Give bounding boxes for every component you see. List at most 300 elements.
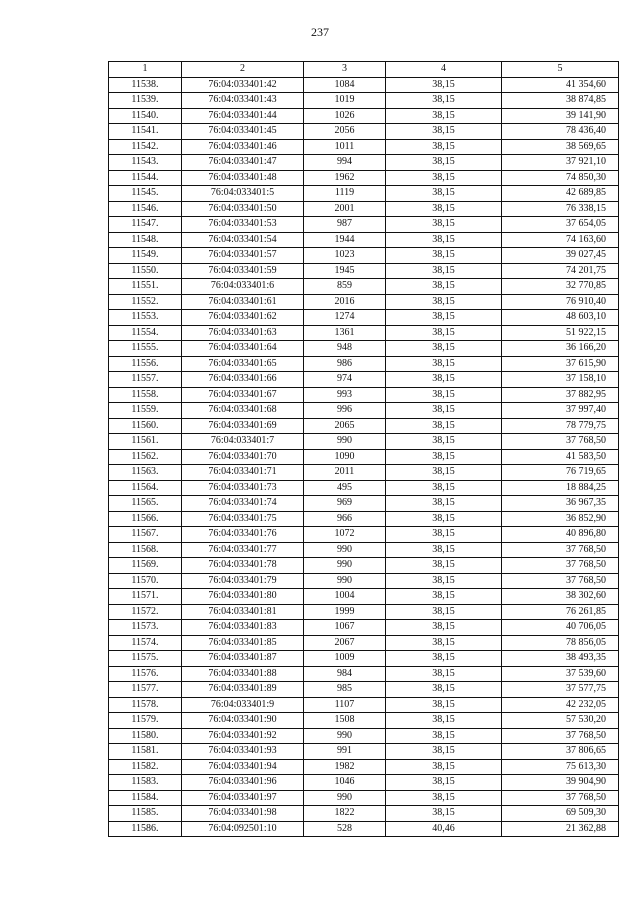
rate-cell: 38,15	[386, 682, 502, 698]
row-number-cell: 11558.	[109, 387, 182, 403]
area-cell: 2065	[304, 418, 386, 434]
row-number-cell: 11568.	[109, 542, 182, 558]
row-number-cell: 11585.	[109, 806, 182, 822]
cadastral-number-cell: 76:04:033401:93	[182, 744, 304, 760]
area-cell: 1067	[304, 620, 386, 636]
column-header: 1	[109, 62, 182, 78]
cadastral-number-cell: 76:04:033401:65	[182, 356, 304, 372]
rate-cell: 38,15	[386, 155, 502, 171]
cadastral-number-cell: 76:04:033401:61	[182, 294, 304, 310]
cadastral-number-cell: 76:04:033401:47	[182, 155, 304, 171]
area-cell: 1004	[304, 589, 386, 605]
table-row	[109, 666, 619, 682]
row-number-cell: 11572.	[109, 604, 182, 620]
row-number-cell: 11548.	[109, 232, 182, 248]
rate-cell: 38,15	[386, 806, 502, 822]
row-number-cell: 11566.	[109, 511, 182, 527]
area-cell: 1999	[304, 604, 386, 620]
rate-cell: 38,15	[386, 232, 502, 248]
table-row	[109, 403, 619, 419]
cadastral-number-cell: 76:04:033401:63	[182, 325, 304, 341]
amount-cell: 41 354,60	[502, 77, 619, 93]
cadastral-number-cell: 76:04:033401:87	[182, 651, 304, 667]
amount-cell: 41 583,50	[502, 449, 619, 465]
cadastral-number-cell: 76:04:033401:44	[182, 108, 304, 124]
amount-cell: 36 967,35	[502, 496, 619, 512]
cadastral-number-cell: 76:04:033401:5	[182, 186, 304, 202]
table-row	[109, 728, 619, 744]
area-cell: 966	[304, 511, 386, 527]
cadastral-number-cell: 76:04:033401:59	[182, 263, 304, 279]
area-cell: 1982	[304, 759, 386, 775]
cadastral-number-cell: 76:04:033401:85	[182, 635, 304, 651]
area-cell: 996	[304, 403, 386, 419]
rate-cell: 38,15	[386, 589, 502, 605]
column-header: 5	[502, 62, 619, 78]
amount-cell: 39 904,90	[502, 775, 619, 791]
table-row	[109, 713, 619, 729]
cadastral-number-cell: 76:04:033401:76	[182, 527, 304, 543]
table-row	[109, 790, 619, 806]
amount-cell: 36 852,90	[502, 511, 619, 527]
rate-cell: 38,15	[386, 356, 502, 372]
table-row	[109, 108, 619, 124]
amount-cell: 37 768,50	[502, 573, 619, 589]
amount-cell: 37 654,05	[502, 217, 619, 233]
rate-cell: 38,15	[386, 418, 502, 434]
row-number-cell: 11567.	[109, 527, 182, 543]
cadastral-number-cell: 76:04:033401:50	[182, 201, 304, 217]
amount-cell: 18 884,25	[502, 480, 619, 496]
area-cell: 2016	[304, 294, 386, 310]
area-cell: 2011	[304, 465, 386, 481]
amount-cell: 40 706,05	[502, 620, 619, 636]
table-row	[109, 186, 619, 202]
area-cell: 990	[304, 573, 386, 589]
amount-cell: 37 768,50	[502, 542, 619, 558]
table-row	[109, 573, 619, 589]
table-row	[109, 620, 619, 636]
table-row	[109, 310, 619, 326]
cadastral-number-cell: 76:04:033401:97	[182, 790, 304, 806]
rate-cell: 38,15	[386, 387, 502, 403]
row-number-cell: 11552.	[109, 294, 182, 310]
cadastral-number-cell: 76:04:033401:89	[182, 682, 304, 698]
row-number-cell: 11538.	[109, 77, 182, 93]
row-number-cell: 11569.	[109, 558, 182, 574]
table-body	[109, 77, 619, 837]
area-cell: 1090	[304, 449, 386, 465]
table-row	[109, 387, 619, 403]
cadastral-number-cell: 76:04:033401:57	[182, 248, 304, 264]
rate-cell: 38,15	[386, 759, 502, 775]
cadastral-number-cell: 76:04:033401:94	[182, 759, 304, 775]
rate-cell: 38,15	[386, 294, 502, 310]
area-cell: 1084	[304, 77, 386, 93]
amount-cell: 51 922,15	[502, 325, 619, 341]
amount-cell: 40 896,80	[502, 527, 619, 543]
amount-cell: 37 882,95	[502, 387, 619, 403]
area-cell: 1945	[304, 263, 386, 279]
table-row	[109, 542, 619, 558]
rate-cell: 38,15	[386, 480, 502, 496]
row-number-cell: 11540.	[109, 108, 182, 124]
area-cell: 1508	[304, 713, 386, 729]
amount-cell: 38 493,35	[502, 651, 619, 667]
rate-cell: 38,15	[386, 728, 502, 744]
area-cell: 990	[304, 790, 386, 806]
cadastral-number-cell: 76:04:033401:64	[182, 341, 304, 357]
table-row	[109, 124, 619, 140]
rate-cell: 38,15	[386, 93, 502, 109]
row-number-cell: 11576.	[109, 666, 182, 682]
rate-cell: 38,15	[386, 217, 502, 233]
area-cell: 990	[304, 542, 386, 558]
cadastral-number-cell: 76:04:033401:53	[182, 217, 304, 233]
table-row	[109, 759, 619, 775]
amount-cell: 37 921,10	[502, 155, 619, 171]
row-number-cell: 11584.	[109, 790, 182, 806]
table-row	[109, 248, 619, 264]
table-row	[109, 821, 619, 837]
amount-cell: 69 509,30	[502, 806, 619, 822]
cadastral-number-cell: 76:04:033401:69	[182, 418, 304, 434]
area-cell: 1072	[304, 527, 386, 543]
area-cell: 985	[304, 682, 386, 698]
row-number-cell: 11541.	[109, 124, 182, 140]
area-cell: 986	[304, 356, 386, 372]
amount-cell: 37 615,90	[502, 356, 619, 372]
cadastral-number-cell: 76:04:033401:66	[182, 372, 304, 388]
table-row	[109, 434, 619, 450]
rate-cell: 38,15	[386, 496, 502, 512]
cadastral-number-cell: 76:04:033401:6	[182, 279, 304, 295]
rate-cell: 38,15	[386, 139, 502, 155]
table-row	[109, 155, 619, 171]
cadastral-number-cell: 76:04:033401:43	[182, 93, 304, 109]
cadastral-number-cell: 76:04:033401:83	[182, 620, 304, 636]
table-row	[109, 697, 619, 713]
cadastral-number-cell: 76:04:033401:42	[182, 77, 304, 93]
cadastral-number-cell: 76:04:033401:78	[182, 558, 304, 574]
area-cell: 1019	[304, 93, 386, 109]
area-cell: 948	[304, 341, 386, 357]
area-cell: 2067	[304, 635, 386, 651]
cadastral-number-cell: 76:04:033401:81	[182, 604, 304, 620]
amount-cell: 36 166,20	[502, 341, 619, 357]
column-header: 3	[304, 62, 386, 78]
amount-cell: 37 768,50	[502, 434, 619, 450]
cadastral-number-cell: 76:04:033401:73	[182, 480, 304, 496]
table-row	[109, 496, 619, 512]
rate-cell: 38,15	[386, 341, 502, 357]
table-header-row	[109, 62, 619, 78]
amount-cell: 32 770,85	[502, 279, 619, 295]
cadastral-number-cell: 76:04:033401:71	[182, 465, 304, 481]
amount-cell: 42 689,85	[502, 186, 619, 202]
table-row	[109, 651, 619, 667]
amount-cell: 78 779,75	[502, 418, 619, 434]
row-number-cell: 11555.	[109, 341, 182, 357]
rate-cell: 38,15	[386, 713, 502, 729]
row-number-cell: 11564.	[109, 480, 182, 496]
area-cell: 990	[304, 434, 386, 450]
row-number-cell: 11583.	[109, 775, 182, 791]
amount-cell: 76 719,65	[502, 465, 619, 481]
row-number-cell: 11580.	[109, 728, 182, 744]
table-row	[109, 170, 619, 186]
area-cell: 1011	[304, 139, 386, 155]
cadastral-number-cell: 76:04:033401:80	[182, 589, 304, 605]
amount-cell: 42 232,05	[502, 697, 619, 713]
amount-cell: 39 027,45	[502, 248, 619, 264]
amount-cell: 38 874,85	[502, 93, 619, 109]
row-number-cell: 11550.	[109, 263, 182, 279]
area-cell: 993	[304, 387, 386, 403]
rate-cell: 38,15	[386, 775, 502, 791]
cadastral-number-cell: 76:04:033401:7	[182, 434, 304, 450]
area-cell: 1822	[304, 806, 386, 822]
row-number-cell: 11559.	[109, 403, 182, 419]
area-cell: 987	[304, 217, 386, 233]
amount-cell: 76 261,85	[502, 604, 619, 620]
cadastral-number-cell: 76:04:033401:70	[182, 449, 304, 465]
area-cell: 528	[304, 821, 386, 837]
amount-cell: 37 768,50	[502, 790, 619, 806]
row-number-cell: 11546.	[109, 201, 182, 217]
amount-cell: 74 163,60	[502, 232, 619, 248]
table-row	[109, 93, 619, 109]
area-cell: 859	[304, 279, 386, 295]
row-number-cell: 11582.	[109, 759, 182, 775]
rate-cell: 38,15	[386, 558, 502, 574]
rate-cell: 38,15	[386, 697, 502, 713]
rate-cell: 38,15	[386, 124, 502, 140]
column-header: 2	[182, 62, 304, 78]
table-row	[109, 527, 619, 543]
rate-cell: 38,15	[386, 465, 502, 481]
row-number-cell: 11553.	[109, 310, 182, 326]
area-cell: 969	[304, 496, 386, 512]
row-number-cell: 11561.	[109, 434, 182, 450]
table-row	[109, 372, 619, 388]
rate-cell: 38,15	[386, 790, 502, 806]
area-cell: 1023	[304, 248, 386, 264]
cadastral-number-cell: 76:04:033401:88	[182, 666, 304, 682]
table-row	[109, 418, 619, 434]
rate-cell: 38,15	[386, 434, 502, 450]
cadastral-number-cell: 76:04:033401:68	[182, 403, 304, 419]
row-number-cell: 11577.	[109, 682, 182, 698]
amount-cell: 48 603,10	[502, 310, 619, 326]
amount-cell: 37 539,60	[502, 666, 619, 682]
row-number-cell: 11543.	[109, 155, 182, 171]
rate-cell: 38,15	[386, 325, 502, 341]
amount-cell: 76 910,40	[502, 294, 619, 310]
area-cell: 974	[304, 372, 386, 388]
rate-cell: 38,15	[386, 310, 502, 326]
area-cell: 991	[304, 744, 386, 760]
amount-cell: 21 362,88	[502, 821, 619, 837]
area-cell: 990	[304, 558, 386, 574]
row-number-cell: 11551.	[109, 279, 182, 295]
cadastral-number-cell: 76:04:033401:54	[182, 232, 304, 248]
table-row	[109, 294, 619, 310]
table-row	[109, 449, 619, 465]
table-row	[109, 201, 619, 217]
rate-cell: 38,15	[386, 744, 502, 760]
rate-cell: 38,15	[386, 77, 502, 93]
row-number-cell: 11581.	[109, 744, 182, 760]
row-number-cell: 11565.	[109, 496, 182, 512]
rate-cell: 38,15	[386, 170, 502, 186]
rate-cell: 38,15	[386, 263, 502, 279]
area-cell: 2056	[304, 124, 386, 140]
row-number-cell: 11560.	[109, 418, 182, 434]
land-parcel-table	[108, 61, 619, 837]
table-row	[109, 806, 619, 822]
amount-cell: 74 201,75	[502, 263, 619, 279]
amount-cell: 78 856,05	[502, 635, 619, 651]
row-number-cell: 11562.	[109, 449, 182, 465]
row-number-cell: 11578.	[109, 697, 182, 713]
row-number-cell: 11549.	[109, 248, 182, 264]
table-row	[109, 325, 619, 341]
rate-cell: 38,15	[386, 279, 502, 295]
cadastral-number-cell: 76:04:033401:92	[182, 728, 304, 744]
amount-cell: 78 436,40	[502, 124, 619, 140]
rate-cell: 38,15	[386, 403, 502, 419]
amount-cell: 37 997,40	[502, 403, 619, 419]
cadastral-number-cell: 76:04:033401:77	[182, 542, 304, 558]
row-number-cell: 11539.	[109, 93, 182, 109]
area-cell: 990	[304, 728, 386, 744]
row-number-cell: 11574.	[109, 635, 182, 651]
row-number-cell: 11544.	[109, 170, 182, 186]
amount-cell: 38 569,65	[502, 139, 619, 155]
row-number-cell: 11563.	[109, 465, 182, 481]
rate-cell: 38,15	[386, 201, 502, 217]
area-cell: 495	[304, 480, 386, 496]
row-number-cell: 11542.	[109, 139, 182, 155]
cadastral-number-cell: 76:04:033401:9	[182, 697, 304, 713]
rate-cell: 38,15	[386, 372, 502, 388]
table-row	[109, 232, 619, 248]
area-cell: 1046	[304, 775, 386, 791]
cadastral-number-cell: 76:04:033401:90	[182, 713, 304, 729]
cadastral-number-cell: 76:04:033401:96	[182, 775, 304, 791]
area-cell: 2001	[304, 201, 386, 217]
cadastral-number-cell: 76:04:033401:48	[182, 170, 304, 186]
rate-cell: 38,15	[386, 666, 502, 682]
table-row	[109, 465, 619, 481]
table-row	[109, 263, 619, 279]
row-number-cell: 11547.	[109, 217, 182, 233]
area-cell: 1009	[304, 651, 386, 667]
rate-cell: 38,15	[386, 620, 502, 636]
rate-cell: 38,15	[386, 542, 502, 558]
table-row	[109, 682, 619, 698]
row-number-cell: 11571.	[109, 589, 182, 605]
table-row	[109, 77, 619, 93]
rate-cell: 38,15	[386, 651, 502, 667]
amount-cell: 57 530,20	[502, 713, 619, 729]
row-number-cell: 11554.	[109, 325, 182, 341]
table-row	[109, 511, 619, 527]
table-row	[109, 341, 619, 357]
amount-cell: 74 850,30	[502, 170, 619, 186]
cadastral-number-cell: 76:04:033401:75	[182, 511, 304, 527]
row-number-cell: 11579.	[109, 713, 182, 729]
amount-cell: 76 338,15	[502, 201, 619, 217]
cadastral-number-cell: 76:04:033401:79	[182, 573, 304, 589]
cadastral-number-cell: 76:04:033401:98	[182, 806, 304, 822]
amount-cell: 37 577,75	[502, 682, 619, 698]
rate-cell: 38,15	[386, 186, 502, 202]
area-cell: 1274	[304, 310, 386, 326]
rate-cell: 38,15	[386, 573, 502, 589]
table-row	[109, 279, 619, 295]
rate-cell: 38,15	[386, 248, 502, 264]
row-number-cell: 11556.	[109, 356, 182, 372]
table-row	[109, 775, 619, 791]
amount-cell: 37 158,10	[502, 372, 619, 388]
area-cell: 1962	[304, 170, 386, 186]
area-cell: 994	[304, 155, 386, 171]
rate-cell: 38,15	[386, 635, 502, 651]
cadastral-number-cell: 76:04:033401:62	[182, 310, 304, 326]
cadastral-number-cell: 76:04:092501:10	[182, 821, 304, 837]
table-row	[109, 744, 619, 760]
row-number-cell: 11570.	[109, 573, 182, 589]
table-row	[109, 589, 619, 605]
table-row	[109, 217, 619, 233]
area-cell: 1026	[304, 108, 386, 124]
rate-cell: 38,15	[386, 604, 502, 620]
rate-cell: 40,46	[386, 821, 502, 837]
table-row	[109, 604, 619, 620]
row-number-cell: 11586.	[109, 821, 182, 837]
row-number-cell: 11575.	[109, 651, 182, 667]
cadastral-number-cell: 76:04:033401:74	[182, 496, 304, 512]
amount-cell: 37 768,50	[502, 728, 619, 744]
amount-cell: 38 302,60	[502, 589, 619, 605]
cadastral-number-cell: 76:04:033401:45	[182, 124, 304, 140]
table-row	[109, 635, 619, 651]
amount-cell: 39 141,90	[502, 108, 619, 124]
amount-cell: 75 613,30	[502, 759, 619, 775]
row-number-cell: 11557.	[109, 372, 182, 388]
column-header: 4	[386, 62, 502, 78]
area-cell: 984	[304, 666, 386, 682]
table-row	[109, 139, 619, 155]
rate-cell: 38,15	[386, 511, 502, 527]
area-cell: 1119	[304, 186, 386, 202]
rate-cell: 38,15	[386, 108, 502, 124]
area-cell: 1944	[304, 232, 386, 248]
amount-cell: 37 806,65	[502, 744, 619, 760]
row-number-cell: 11573.	[109, 620, 182, 636]
rate-cell: 38,15	[386, 527, 502, 543]
table-row	[109, 356, 619, 372]
cadastral-number-cell: 76:04:033401:67	[182, 387, 304, 403]
cadastral-number-cell: 76:04:033401:46	[182, 139, 304, 155]
amount-cell: 37 768,50	[502, 558, 619, 574]
area-cell: 1107	[304, 697, 386, 713]
area-cell: 1361	[304, 325, 386, 341]
page-number: 237	[311, 25, 329, 39]
rate-cell: 38,15	[386, 449, 502, 465]
